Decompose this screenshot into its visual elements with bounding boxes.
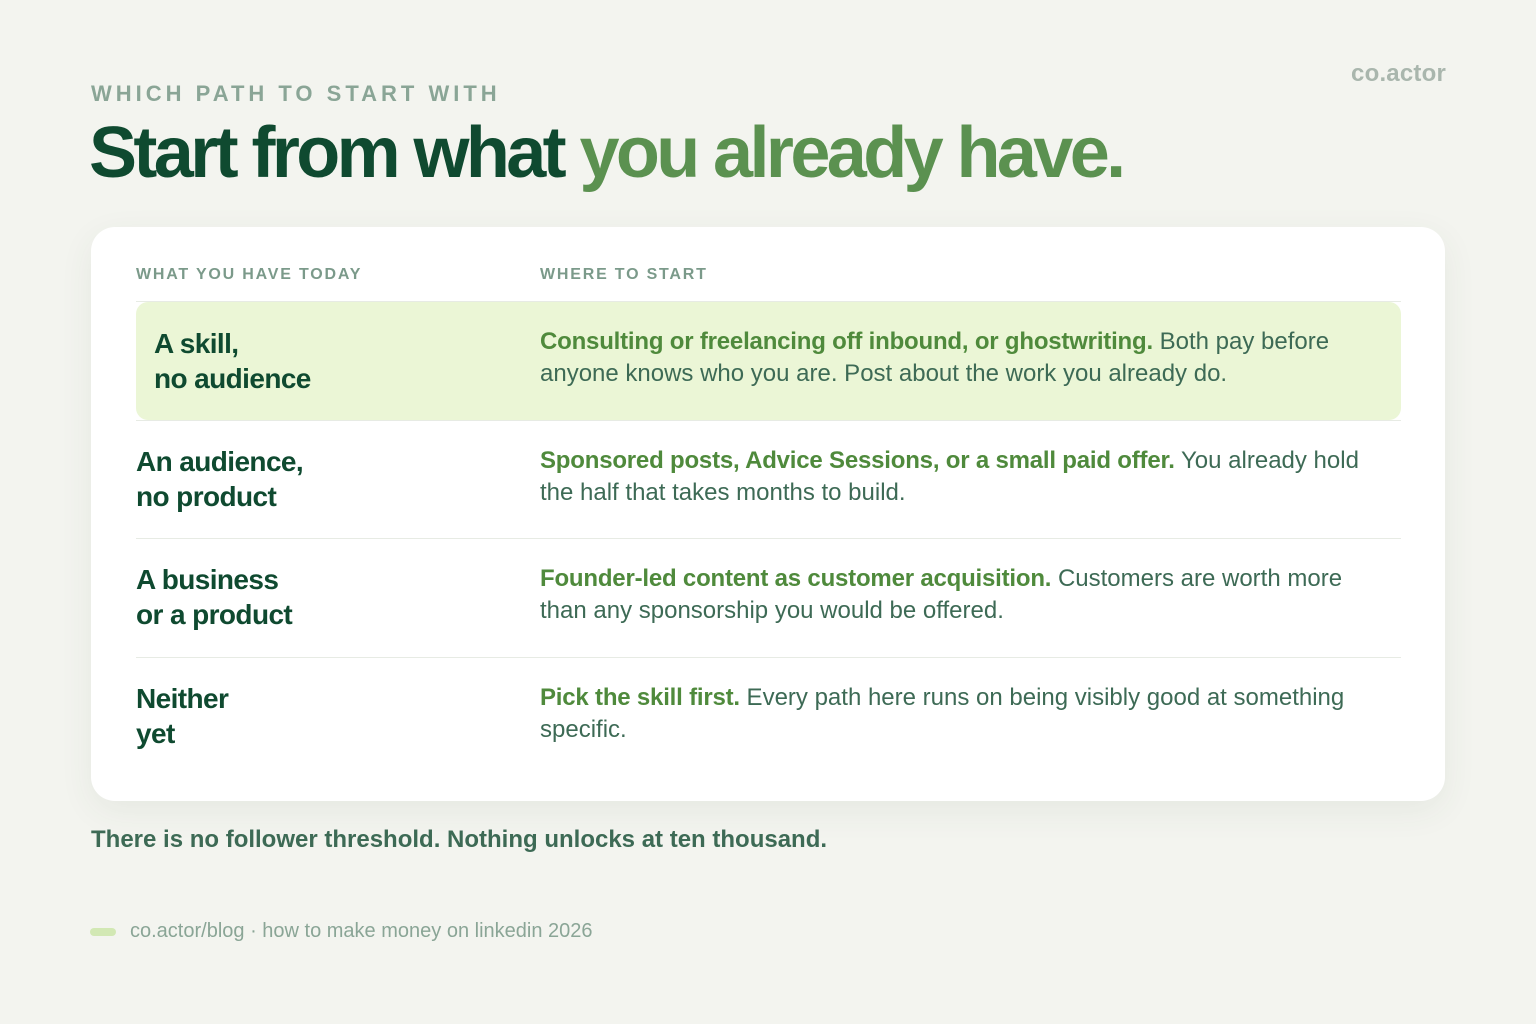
column-header-start: WHERE TO START [540,266,708,283]
source-marker [90,928,116,936]
row-divider [136,538,1401,539]
row-recommendation: Founder-led content as customer acquisition. [540,565,1052,592]
row-description [540,445,1390,509]
row-label-line: or a product [136,599,293,630]
row-description [540,563,1390,627]
row-recommendation: Consulting or freelancing off inbound, or ghostwriting. [540,328,1153,355]
title-main: Start from what [89,113,580,193]
row-label [136,562,292,632]
row-label-line: yet [136,718,175,749]
row-label [154,326,311,396]
source-link[interactable]: co.actor/blog · how to make money on linkedin 2026 [130,920,593,942]
row-label-line: An audience, [136,446,304,477]
column-header-have: WHAT YOU HAVE TODAY [136,266,363,283]
brand-logo: co.actor [1351,60,1446,87]
row-detail: Customers are worth more than any sponsorship you would be offered. [540,565,1343,624]
row-detail: Every path here runs on being visibly good at something specific. [540,684,1345,743]
row-label-line: no product [136,481,277,512]
row-divider [136,420,1401,421]
row-label-line: Neither [136,683,229,714]
row-recommendation: Pick the skill first. [540,684,740,711]
row-label-line: A business [136,564,279,595]
row-detail: Both pay before anyone knows who you are. Post about the work you already do. [540,328,1330,387]
row-detail: You already hold the half that takes months to build. [540,447,1359,506]
footnote: There is no follower threshold. Nothing unlocks at ten thousand. [91,826,828,853]
row-label-line: no audience [154,363,311,394]
eyebrow-label: WHICH PATH TO START WITH [91,81,501,106]
page-title [89,112,1123,194]
row-label [136,444,303,514]
row-label [136,681,228,751]
row-divider [136,657,1401,658]
row-label-line: A skill, [154,328,239,359]
row-description [540,682,1390,746]
title-accent: you already have. [579,113,1123,193]
row-recommendation: Sponsored posts, Advice Sessions, or a small paid offer. [540,447,1175,474]
row-description [540,326,1390,390]
